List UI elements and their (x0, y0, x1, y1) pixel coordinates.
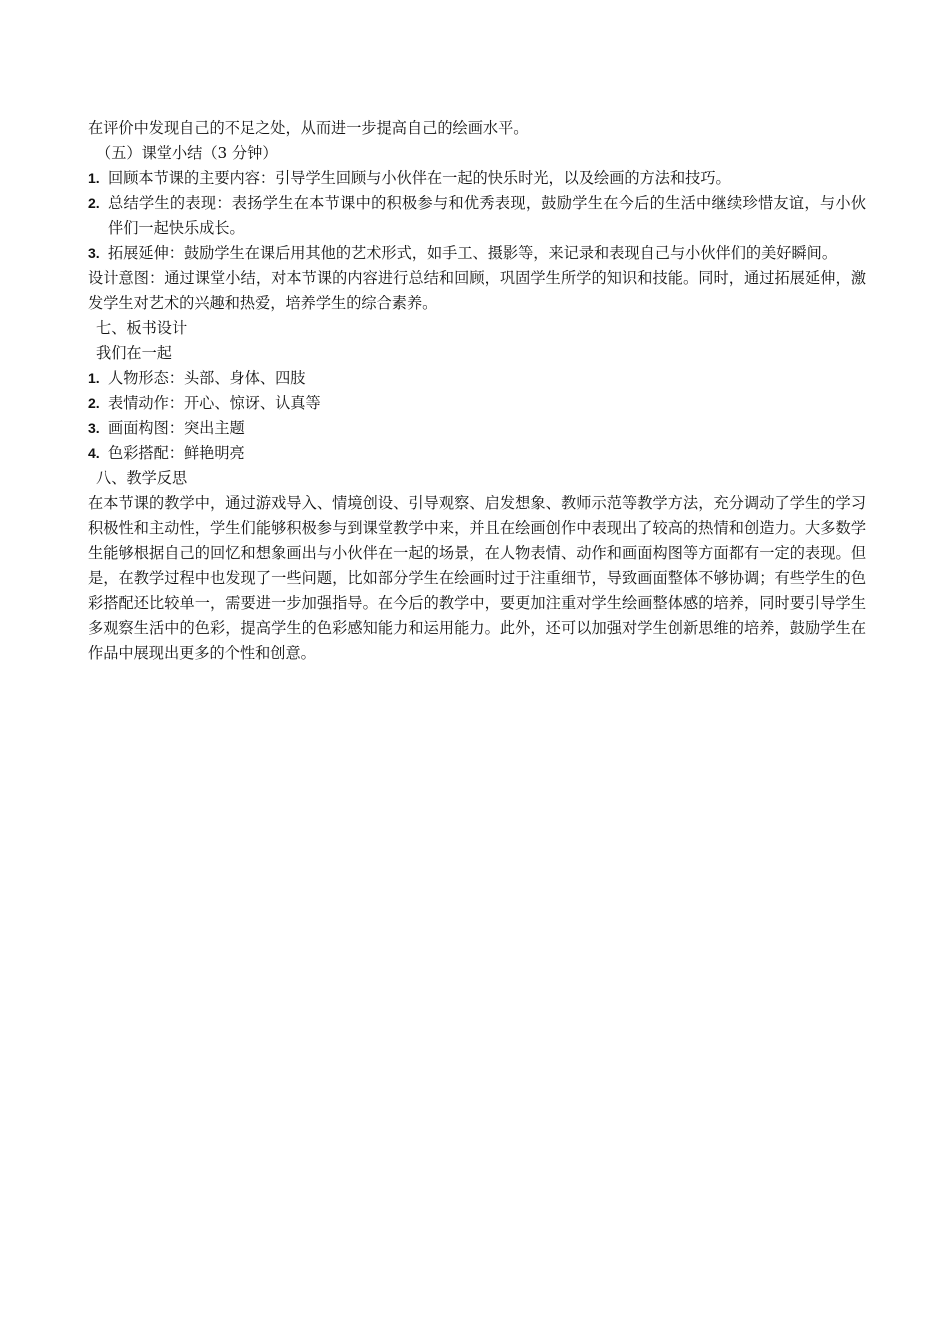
design-intent-paragraph: 设计意图：通过课堂小结，对本节课的内容进行总结和回顾，巩固学生所学的知识和技能。同时，通过拓展延伸，激发学生对艺术的兴趣和热爱，培养学生的综合素养。 (88, 269, 866, 312)
list-item-text: 色彩搭配：鲜艳明亮 (108, 444, 245, 462)
list-item-text: 总结学生的表现：表扬学生在本节课中的积极参与和优秀表现，鼓励学生在今后的生活中继续珍惜友谊，与小伙伴们一起快乐成长。 (108, 194, 866, 237)
document-body (88, 116, 866, 666)
list-number: 3. (88, 420, 100, 436)
list-item-text: 回顾本节课的主要内容：引导学生回顾与小伙伴在一起的快乐时光，以及绘画的方法和技巧。 (108, 169, 731, 187)
board-item-3 (88, 416, 866, 441)
summary-item-3 (88, 241, 866, 266)
board-item-2 (88, 391, 866, 416)
list-number: 1. (88, 170, 100, 186)
section-7-heading: 七、板书设计 (96, 319, 188, 337)
list-item-text: 人物形态：头部、身体、四肢 (108, 369, 306, 387)
list-number: 2. (88, 195, 100, 211)
board-item-1 (88, 366, 866, 391)
summary-item-2 (88, 191, 866, 241)
summary-item-1 (88, 166, 866, 191)
intro-paragraph: 在评价中发现自己的不足之处，从而进一步提高自己的绘画水平。 (88, 119, 529, 137)
section-5-heading: （五）课堂小结（3 分钟） (96, 144, 278, 162)
board-title: 我们在一起 (96, 344, 172, 362)
list-number: 1. (88, 370, 100, 386)
section-8-heading: 八、教学反思 (96, 469, 188, 487)
list-number: 2. (88, 395, 100, 411)
list-item-text: 拓展延伸：鼓励学生在课后用其他的艺术形式，如手工、摄影等，来记录和表现自己与小伙伴们的美好瞬间。 (108, 244, 837, 262)
list-item-text: 画面构图：突出主题 (108, 419, 245, 437)
reflection-paragraph: 在本节课的教学中，通过游戏导入、情境创设、引导观察、启发想象、教师示范等教学方法，充分调动了学生的学习积极性和主动性，学生们能够积极参与到课堂教学中来，并且在绘画创作中表现出了较高的热情和创造力。大多数学生能够根据自己的回忆和想象画出与小伙伴在一起的场景，在人物表情、动作和画面构图等方面都有一定的表现。但是，在教学过程中也发现了一些问题，比如部分学生在绘画时过于注重细节，导致画面整体不够协调；有些学生的色彩搭配还比较单一，需要进一步加强指导。在今后的教学中，要更加注重对学生绘画整体感的培养，同时要引导学生多观察生活中的色彩，提高学生的色彩感知能力和运用能力。此外，还可以加强对学生创新思维的培养，鼓励学生在作品中展现出更多的个性和创意。 (88, 494, 866, 662)
list-number: 4. (88, 445, 100, 461)
board-item-4 (88, 441, 866, 466)
list-item-text: 表情动作：开心、惊讶、认真等 (108, 394, 321, 412)
list-number: 3. (88, 245, 100, 261)
